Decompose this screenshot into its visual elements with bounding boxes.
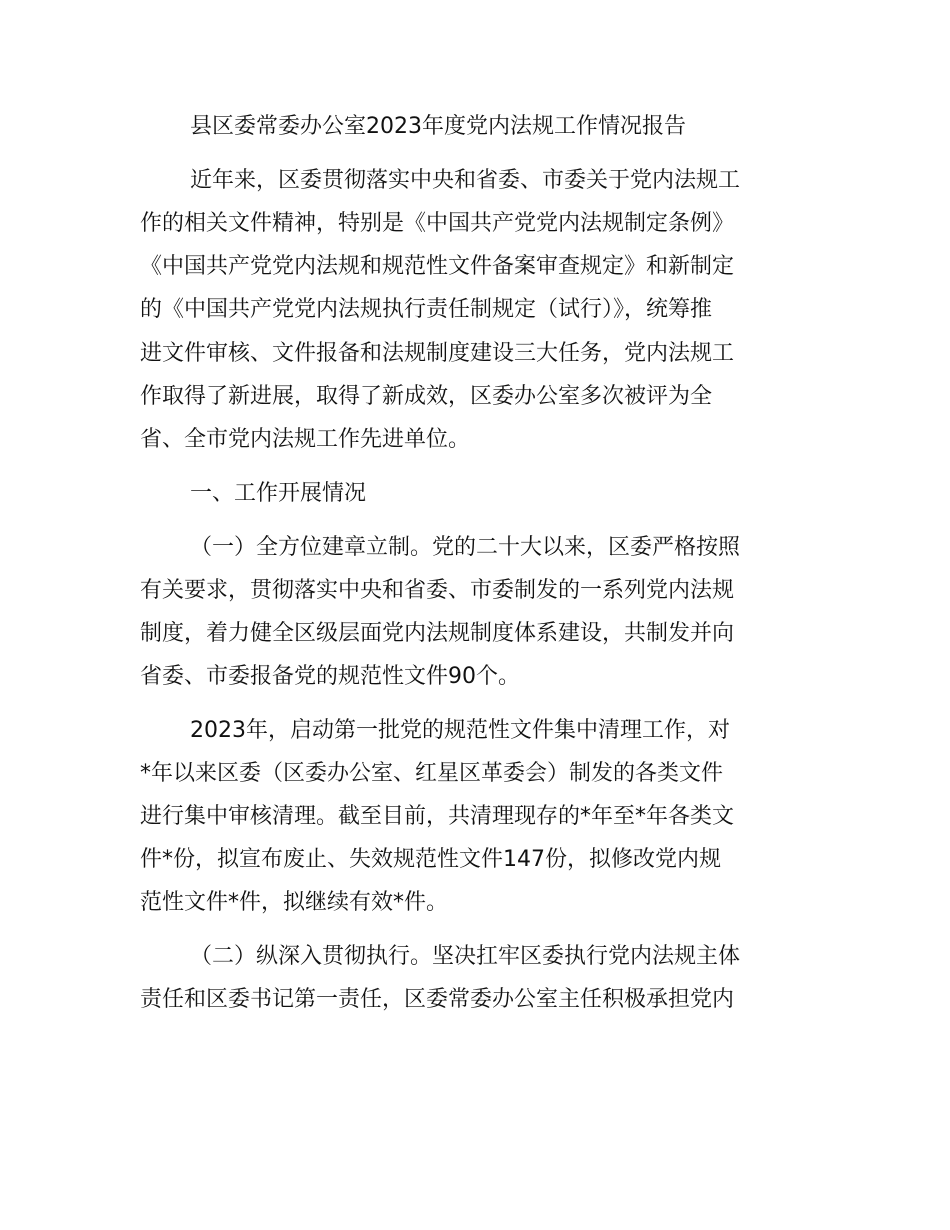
- paragraph-line: 《中国共产党党内法规和规范性文件备案审查规定》和新制定: [140, 254, 735, 279]
- paragraph-line: 作取得了新进展，取得了新成效，区委办公室多次被评为全: [140, 384, 713, 409]
- paragraph-line: （一）全方位建章立制。党的二十大以来，区委严格按照: [190, 535, 741, 560]
- paragraph-line: 件*份，拟宣布废止、失效规范性文件147份，拟修改党内规: [140, 847, 721, 872]
- paragraph-line: 近年来，区委贯彻落实中央和省委、市委关于党内法规工: [190, 168, 741, 193]
- paragraph-line: 进行集中审核清理。截至目前，共清理现存的*年至*年各类文: [140, 804, 735, 829]
- paragraph-line: 作的相关文件精神，特别是《中国共产党党内法规制定条例》: [140, 211, 735, 236]
- paragraph-line: （二）纵深入贯彻执行。坚决扛牢区委执行党内法规主体: [190, 944, 741, 969]
- paragraph-line: *年以来区委（区委办公室、红星区革委会）制发的各类文件: [140, 761, 724, 786]
- document-title: 县区委常委办公室2023年度党内法规工作情况报告: [190, 114, 686, 139]
- paragraph-line: 制度，着力健全区级层面党内法规制度体系建设，共制发并向: [140, 621, 735, 646]
- paragraph-line: 省委、市委报备党的规范性文件90个。: [140, 664, 520, 689]
- paragraph-line: 2023年，启动第一批党的规范性文件集中清理工作，对: [190, 718, 730, 743]
- paragraph-line: 的《中国共产党党内法规执行责任制规定（试行）》，统筹推: [140, 297, 713, 322]
- paragraph-line: 有关要求，贯彻落实中央和省委、市委制发的一系列党内法规: [140, 578, 735, 603]
- paragraph-line: 省、全市党内法规工作先进单位。: [140, 427, 471, 452]
- paragraph-line: 责任和区委书记第一责任，区委常委办公室主任积极承担党内: [140, 987, 735, 1012]
- paragraph-line: 范性文件*件，拟继续有效*件。: [140, 890, 449, 915]
- paragraph-line: 进文件审核、文件报备和法规制度建设三大任务，党内法规工: [140, 341, 735, 366]
- section-heading: 一、工作开展情况: [190, 481, 367, 506]
